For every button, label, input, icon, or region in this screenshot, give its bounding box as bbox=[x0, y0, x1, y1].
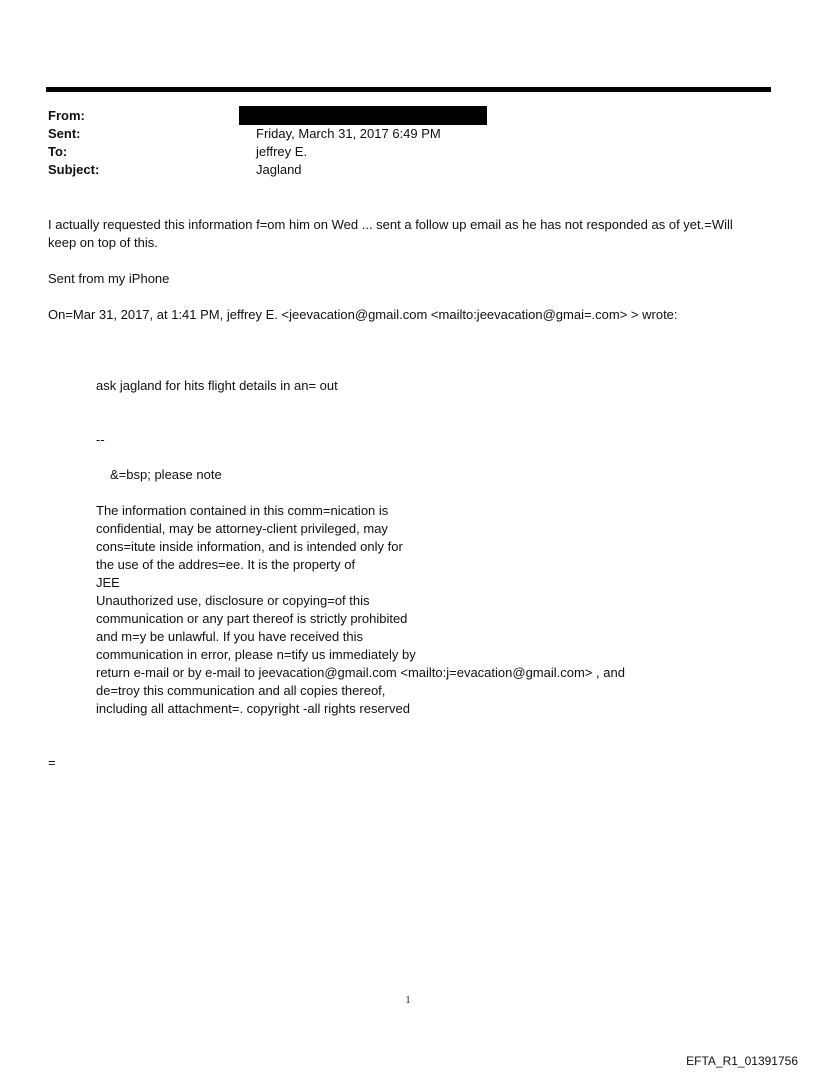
subject-value: Jagland bbox=[256, 162, 302, 177]
redacted-sender bbox=[239, 106, 487, 125]
please-note: &=bsp; please note bbox=[110, 467, 222, 482]
disclaimer-line: including all attachment=. copyright -all rights reserved bbox=[96, 701, 410, 716]
disclaimer-line: and m=y be unlawful. If you have received this bbox=[96, 629, 364, 644]
disclaimer-line: cons=itute inside information, and is intended only for bbox=[96, 539, 403, 554]
quote-intro: On=Mar 31, 2017, at 1:41 PM, jeffrey E. <jeevacation@gmail.com <mailto:jeevacation@gmai=.com> > wrote: bbox=[48, 307, 678, 322]
disclaimer-line: JEE bbox=[96, 575, 120, 590]
disclaimer-line: confidential, may be attorney-client privileged, may bbox=[96, 521, 388, 536]
disclaimer-line: the use of the addres=ee. It is the property of bbox=[96, 557, 356, 572]
from-label: From: bbox=[48, 108, 85, 123]
signature: Sent from my iPhone bbox=[48, 271, 170, 286]
disclaimer-line: Unauthorized use, disclosure or copying=of this bbox=[96, 593, 370, 608]
disclaimer-line: communication or any part thereof is strictly prohibited bbox=[96, 611, 408, 626]
disclaimer-line: de=troy this communication and all copies thereof, bbox=[96, 683, 386, 698]
trailing-char: = bbox=[48, 755, 56, 770]
reply-line-2: keep on top of this. bbox=[48, 235, 158, 250]
header-rule bbox=[46, 87, 771, 92]
sent-label: Sent: bbox=[48, 126, 81, 141]
subject-label: Subject: bbox=[48, 162, 100, 177]
quoted-message: ask jagland for hits flight details in an= out bbox=[96, 378, 338, 393]
to-value: jeffrey E. bbox=[256, 144, 308, 159]
signature-separator: -- bbox=[96, 432, 105, 447]
document-id: EFTA_R1_01391756 bbox=[686, 1054, 798, 1068]
disclaimer-line: communication in error, please n=tify us immediately by bbox=[96, 647, 416, 662]
disclaimer-line: return e-mail or by e-mail to jeevacation@gmail.com <mailto:j=evacation@gmail.com> , and bbox=[96, 665, 625, 680]
to-label: To: bbox=[48, 144, 68, 159]
page-number: 1 bbox=[405, 995, 411, 1006]
reply-line-1: I actually requested this information f=om him on Wed ... sent a follow up email as he has not responded as of yet.=Will bbox=[48, 217, 733, 232]
disclaimer-line: The information contained in this comm=nication is bbox=[96, 503, 389, 518]
sent-value: Friday, March 31, 2017 6:49 PM bbox=[256, 126, 441, 141]
